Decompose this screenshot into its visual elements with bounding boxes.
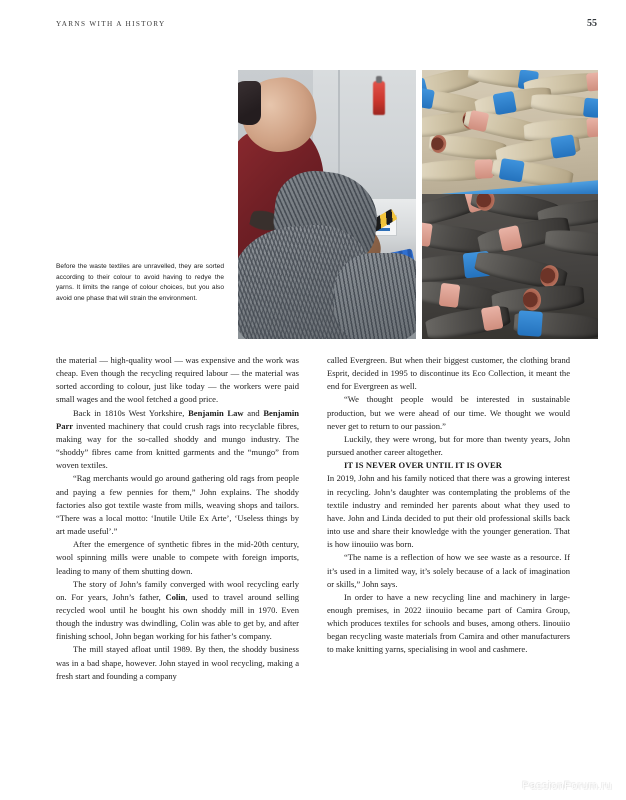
ear-defender-icon bbox=[238, 81, 261, 125]
body-paragraph bbox=[327, 591, 570, 657]
paragraph-text: and bbox=[243, 407, 264, 418]
body-columns bbox=[56, 354, 570, 683]
cone-tip-blue bbox=[516, 310, 542, 336]
highlighted-name: Benjamin Law bbox=[188, 407, 244, 418]
photo-yarn-cones-cream-and-grey bbox=[422, 70, 598, 339]
cone-tip-blue bbox=[499, 158, 525, 182]
running-head: YARNS WITH A HISTORY bbox=[56, 20, 166, 28]
paragraph-text: The story of John’s family converged with wool recycling early on. For years, John’s father, bbox=[56, 578, 299, 602]
cone-tip-rust bbox=[523, 288, 543, 311]
cone-tip-pink bbox=[587, 117, 598, 137]
body-paragraph bbox=[56, 538, 299, 577]
yarn-cone-grey bbox=[513, 310, 598, 339]
paragraph-text: “The name is a reflection of how we see waste as a resource. If it’s used in a limited way, it’s solely because of a lack of imagination or skills,” John says. bbox=[327, 552, 570, 589]
column-left bbox=[56, 354, 299, 683]
paragraph-text: Luckily, they were wrong, but for more than twenty years, John pursued another career altogether. bbox=[327, 433, 570, 458]
cone-tip-pink bbox=[481, 306, 503, 332]
cone-tip-blue bbox=[550, 134, 577, 158]
paragraph-text: In 2019, John and his family noticed that there was a growing interest in recycling. John’s daughter was contemplating the problems of the textile industry and reminded her parents about what they used to have. John and Linda decided to put their old professional skills back into use and share their knowledge with the younger generation. That is how iinouiio was born. bbox=[327, 473, 570, 550]
paragraph-text: invented machinery that could crush rags into recyclable fibres, making way for the so-called shoddy and mungo industry. The “shoddy” fibres came from knitted garments and the “mungo” from woven textiles. bbox=[56, 420, 299, 471]
photo-worker-sorting-shredded-fibres bbox=[238, 70, 416, 339]
body-paragraph bbox=[327, 433, 570, 459]
cone-tip-pink bbox=[586, 72, 598, 92]
body-paragraph bbox=[327, 472, 570, 551]
paragraph-text: The mill stayed afloat until 1989. By then, the shoddy business was in a bad shape, however. John stayed in wool recycling, making a fresh start and founding a company bbox=[56, 644, 299, 681]
highlighted-name: Colin bbox=[165, 591, 186, 602]
section-subheading: IT IS NEVER OVER UNTIL IT IS OVER bbox=[344, 460, 503, 471]
site-watermark: PassionForum.ru bbox=[522, 780, 612, 792]
highlighted-name: Benjamin Parr bbox=[56, 407, 299, 431]
paragraph-text: In order to have a new recycling line and machinery in large-enough premises, in 2022 iinouiio became part of Camira Group, which produces textiles for schools and buses, among others. Iinouiio began recycling waste materials from Camira and other manufacturers to make knitting yarns, specialising in wool and cashmere. bbox=[327, 591, 570, 655]
cone-tip-pink bbox=[499, 225, 523, 251]
body-paragraph bbox=[56, 407, 299, 473]
yarn-cone-cream bbox=[428, 133, 507, 162]
paragraph-text: the material — high-quality wool — was expensive and the work was cheap. Even though the recycling required labour — the material was sorted according to colour, just like today — the workers were paid small wages and the wool fetched a good price. bbox=[56, 355, 299, 405]
paragraph-text: called Evergreen. But when their biggest customer, the clothing brand Esprit, decided in 1995 to discontinue its Eco Collection, it meant the end for Evergreen as well. bbox=[327, 355, 570, 392]
paragraph-text: “Rag merchants would go around gathering old rags from people and paying a few pennies for them,” John explains. The shoddy factories also got textile waste from mills, weaving shops and tailors. “There was a local motto: ‘Inutile Utile Ex Arte’, ‘Useless things by art made useful’.” bbox=[56, 473, 299, 537]
cone-tip-pink bbox=[468, 110, 489, 132]
yarn-cone-cream bbox=[530, 92, 598, 119]
yarn-cone-grey bbox=[544, 227, 598, 259]
paragraph-text: After the emergence of synthetic fibres in the mid-20th century, wool spinning mills were unable to compete with foreign imports, leading to many of them shutting down. bbox=[56, 539, 299, 576]
cream-cone-pile bbox=[422, 70, 598, 199]
cone-tip-blue bbox=[492, 91, 517, 115]
yarn-cone-cream bbox=[422, 158, 496, 183]
body-paragraph bbox=[56, 578, 299, 644]
body-paragraph bbox=[327, 354, 570, 393]
column-right bbox=[327, 354, 570, 683]
body-paragraph bbox=[327, 551, 570, 590]
body-paragraph bbox=[56, 472, 299, 538]
paragraph-text: Back in 1810s West Yorkshire, bbox=[73, 407, 189, 418]
cone-tip-rust bbox=[430, 135, 447, 155]
grey-cone-pile bbox=[422, 194, 598, 339]
cone-tip-blue bbox=[422, 87, 436, 110]
shredded-fibre-pile-right bbox=[334, 253, 416, 339]
page-number: 55 bbox=[587, 18, 597, 29]
paragraph-text: “We thought people would be interested in sustainable production, but we were ahead of our time. We thought we would never get to return to our passion.” bbox=[327, 394, 570, 431]
cone-tip-blue bbox=[583, 97, 598, 119]
cone-tip-pink bbox=[474, 160, 493, 180]
photo-row bbox=[238, 70, 598, 339]
fire-extinguisher-icon bbox=[373, 81, 385, 115]
body-paragraph bbox=[56, 354, 299, 407]
cone-tip-pink bbox=[438, 283, 460, 308]
figure-caption: Before the waste textiles are unravelled, they are sorted according to their colour to avoid having to redye the yarns. It limits the range of colour choices, but you also avoid one phase that will strain the environment. bbox=[56, 263, 224, 303]
body-paragraph bbox=[56, 643, 299, 682]
paragraph-text: , used to travel around selling recycled wool until he bought his own shoddy mill in 1970. Even though the industry was dwindling, Colin was able to get by, and after finishing school, John began working for his father’s company. bbox=[56, 591, 299, 642]
cone-tip-pink bbox=[422, 222, 433, 247]
body-paragraph bbox=[327, 393, 570, 432]
